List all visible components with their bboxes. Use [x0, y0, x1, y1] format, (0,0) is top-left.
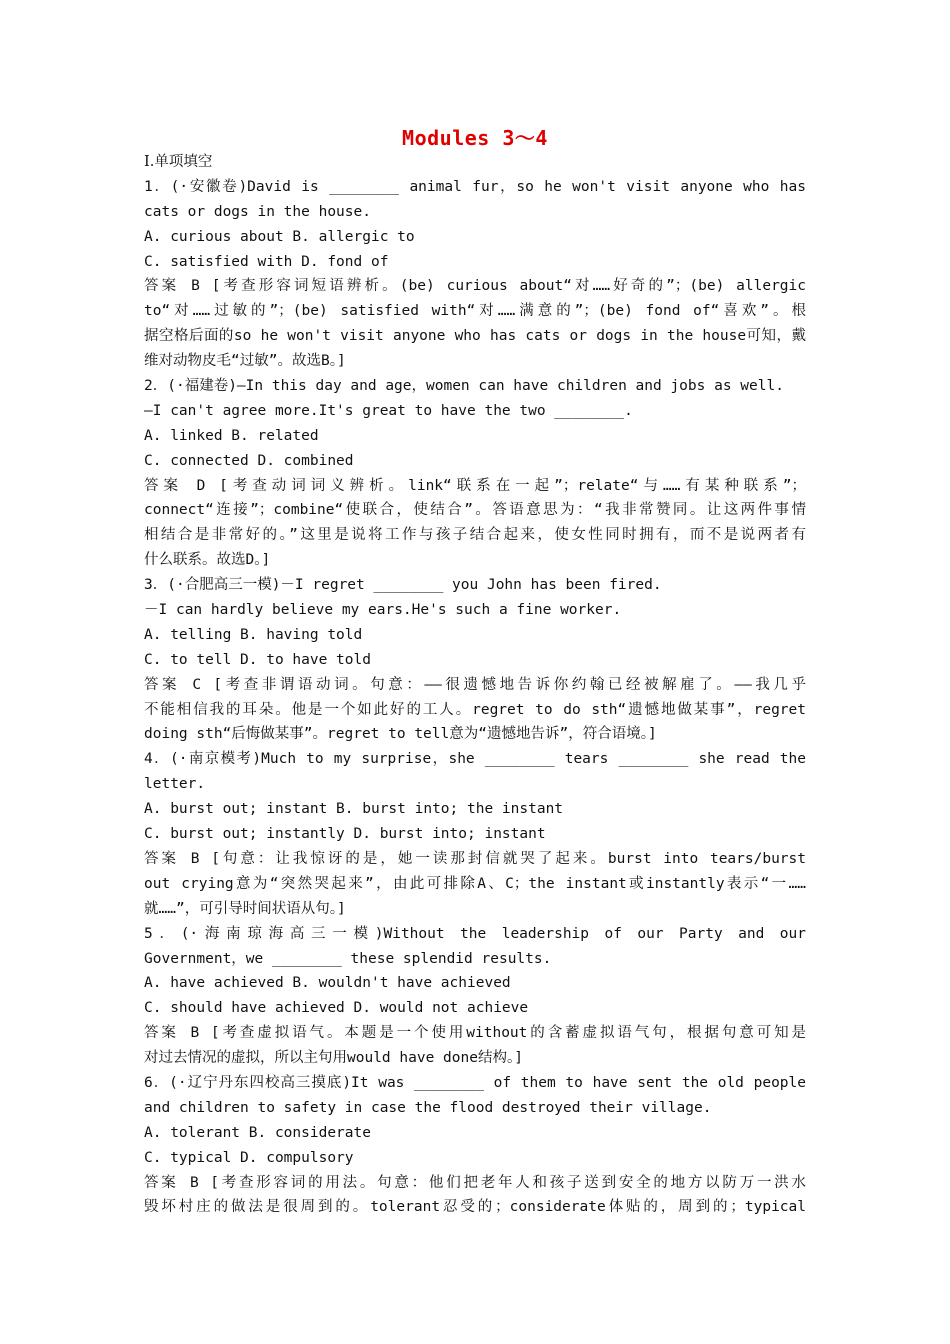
- text-line: connect“连接”；combine“使联合，使结合”。答语意思为：“我非常赞同。让这两件事情: [144, 502, 806, 519]
- text-line: A. tolerant B. considerate: [144, 1124, 371, 1141]
- text-line: out crying意为“突然哭起来”，由此可排除A、C；the instant或instantly表示“一……: [144, 875, 806, 892]
- text-line: A. have achieved B. wouldn't have achieved: [144, 975, 511, 992]
- text-line: 就……”，可引导时间状语从句。]: [144, 900, 346, 917]
- text-line: 6．(·辽宁丹东四校高三摸底)It was ________ of them to have sent the old people: [144, 1074, 806, 1091]
- text-line: 不能相信我的耳朵。他是一个如此好的工人。regret to do sth“遗憾地做某事”，regret: [144, 701, 806, 718]
- text-line: C. satisfied with D. fond of: [144, 253, 389, 270]
- text-line: doing sth“后悔做某事”。regret to tell意为“遗憾地告诉”，符合语境。]: [144, 726, 657, 743]
- text-line: 1．(·安徽卷)David is ________ animal fur，so he won't visit anyone who has: [144, 178, 806, 195]
- text-line: A. telling B. having told: [144, 626, 363, 643]
- text-line: A. curious about B. allergic to: [144, 228, 415, 245]
- text-line: 什么联系。故选D。]: [144, 552, 271, 569]
- text-line: Government，we ________ these splendid results.: [144, 950, 552, 967]
- text-line: 维对动物皮毛“过敏”。故选B。]: [144, 353, 346, 370]
- text-line: 答案 B [考查形容词短语辨析。(be) curious about“对……好奇的”；(be) allergic: [144, 278, 806, 295]
- text-line: A. burst out; instant B. burst into; the instant: [144, 801, 564, 818]
- text-line: cats or dogs in the house.: [144, 203, 371, 220]
- text-line: 答案 B [考查虚拟语气。本题是一个使用without的含蓄虚拟语气句，根据句意可知是: [144, 1025, 806, 1042]
- text-line: —I can't agree more.It's great to have the two ________.: [144, 402, 633, 419]
- text-line: letter.: [144, 776, 206, 793]
- text-line: A. linked B. related: [144, 427, 319, 444]
- text-line: 答案 D [考查动词词义辨析。link“联系在一起”；relate“与……有某种联系”；: [144, 477, 806, 494]
- text-line: C. burst out; instantly D. burst into; instant: [144, 826, 546, 843]
- text-line: 4．(·南京模考)Much to my surprise，she ________ tears ________ she read the: [144, 751, 806, 768]
- text-line: 3．(·合肥高三一模)－I regret ________ you John has been fired.: [144, 577, 662, 594]
- text-line: －I can hardly believe my ears.He's such a fine worker.: [144, 602, 622, 619]
- text-line: 毁坏村庄的做法是很周到的。tolerant忍受的；considerate体贴的，周到的；typical: [144, 1199, 806, 1216]
- section-heading: Ⅰ.单项填空: [144, 154, 213, 170]
- text-line: and children to safety in case the flood destroyed their village.: [144, 1099, 712, 1116]
- text-line: C. to tell D. to have told: [144, 651, 371, 668]
- text-line: C. connected D. combined: [144, 452, 354, 469]
- text-line: C. should have achieved D. would not achieve: [144, 1000, 529, 1017]
- text-line: 据空格后面的so he won't visit anyone who has cats or dogs in the house可知，戴: [144, 328, 806, 345]
- page-title: Modules 3～4: [402, 126, 548, 150]
- text-line: 2．(·福建卷)—In this day and age，women can have children and jobs as well.: [144, 378, 784, 395]
- text-line: 5．(·海南琼海高三一模)Without the leadership of our Party and our: [144, 925, 806, 942]
- text-line: C. typical D. compulsory: [144, 1149, 354, 1166]
- text-line: 答案 C [考查非谓语动词。句意：——很遗憾地告诉你约翰已经被解雇了。——我几乎: [144, 676, 806, 693]
- text-line: 相结合是非常好的。”这里是说将工作与孩子结合起来，使女性同时拥有，而不是说两者有: [144, 527, 806, 544]
- text-line: to“对……过敏的”；(be) satisfied with“对……满意的”；(be) fond of“喜欢”。根: [144, 303, 806, 320]
- text-line: 答案 B [考查形容词的用法。句意：他们把老年人和孩子送到安全的地方以防万一洪水: [144, 1174, 806, 1191]
- text-line: 答案 B [句意：让我惊讶的是，她一读那封信就哭了起来。burst into tears/burst: [144, 850, 806, 867]
- text-lines: [144, 175, 806, 1220]
- document-body: [144, 150, 806, 1220]
- text-line: 对过去情况的虚拟，所以主句用would have done结构。]: [144, 1050, 523, 1067]
